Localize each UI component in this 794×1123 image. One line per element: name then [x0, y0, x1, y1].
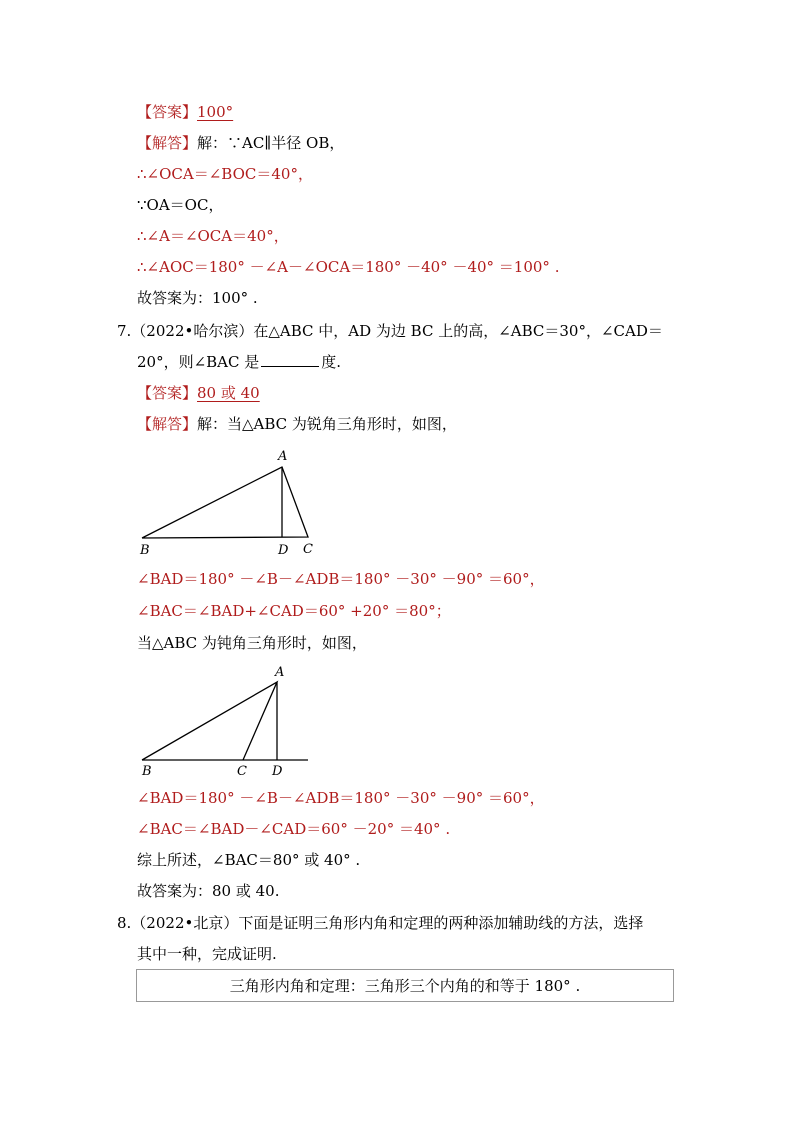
q7-summary: 综上所述，∠BAC＝80° 或 40° .: [137, 851, 361, 869]
answer-tag: 【答案】: [137, 384, 198, 402]
answer-blank: [261, 352, 319, 367]
q7-stem-line-1: 7.（2022•哈尔滨）在△ABC 中，AD 为边 BC 上的高，∠ABC＝30°，∠CAD＝: [117, 322, 663, 340]
label-b: B: [142, 764, 152, 779]
q7-stem-unit: 度.: [321, 353, 342, 371]
theorem-box: [136, 969, 674, 1002]
figure-obtuse-triangle: [130, 662, 330, 780]
label-a: A: [275, 665, 285, 680]
q7-case1-line-2: ∠BAC＝∠BAD+∠CAD＝60° +20° ＝80°；: [137, 602, 451, 620]
q6-solution-line-4: ∴∠A＝∠OCA＝40°，: [137, 227, 289, 245]
q7-final: 故答案为：80 或 40.: [137, 882, 280, 900]
answer-value: 80 或 40: [197, 384, 260, 402]
q7-answer-line: [137, 382, 260, 404]
label-c: C: [237, 764, 247, 779]
q7-solution-intro: [137, 413, 457, 435]
answer-value: 100°: [197, 103, 234, 121]
q8-stem-line-2: 其中一种，完成证明.: [137, 945, 277, 963]
q7-stem-text: 20°，则∠BAC 是: [137, 353, 260, 371]
solution-tag: 【解答】: [137, 134, 198, 152]
q7-stem-line-2: [137, 351, 341, 373]
triangle-outline: [142, 467, 308, 538]
label-d: D: [278, 543, 289, 558]
q7-case2-line-1: ∠BAD＝180° －∠B－∠ADB＝180° －30° －90° ＝60°，: [137, 789, 545, 807]
answer-tag: 【答案】: [137, 103, 198, 121]
q7-case2-intro: 当△ABC 为钝角三角形时，如图，: [137, 634, 367, 652]
q7-case1-line-1: ∠BAD＝180° －∠B－∠ADB＝180° －30° －90° ＝60°，: [137, 570, 545, 588]
q6-solution-line-3: ∵OA＝OC，: [137, 196, 224, 214]
label-d: D: [272, 764, 283, 779]
figure-acute-triangle: [130, 445, 330, 560]
q6-final-line: 故答案为：100° .: [137, 289, 258, 307]
solution-tag: 【解答】: [137, 415, 198, 433]
solution-text: 解：∵AC∥半径 OB，: [197, 134, 345, 152]
solution-text: 解：当△ABC 为锐角三角形时，如图，: [197, 415, 457, 433]
theorem-text: 三角形内角和定理：三角形三个内角的和等于 180° .: [229, 977, 581, 995]
q6-solution-line-1: [137, 132, 344, 154]
label-b: B: [140, 543, 150, 558]
q6-answer-line: [137, 101, 233, 123]
triangle-outline: [142, 682, 277, 760]
label-a: A: [278, 449, 288, 464]
label-c: C: [303, 542, 313, 557]
q8-stem-line-1: 8.（2022•北京）下面是证明三角形内角和定理的两种添加辅助线的方法，选择: [117, 914, 644, 932]
q7-case2-line-2: ∠BAC＝∠BAD－∠CAD＝60° －20° ＝40° .: [137, 820, 451, 838]
q6-solution-line-2: ∴∠OCA＝∠BOC＝40°，: [137, 165, 313, 183]
q6-solution-line-5: ∴∠AOC＝180° －∠A－∠OCA＝180° －40° －40° ＝100° .: [137, 258, 560, 276]
